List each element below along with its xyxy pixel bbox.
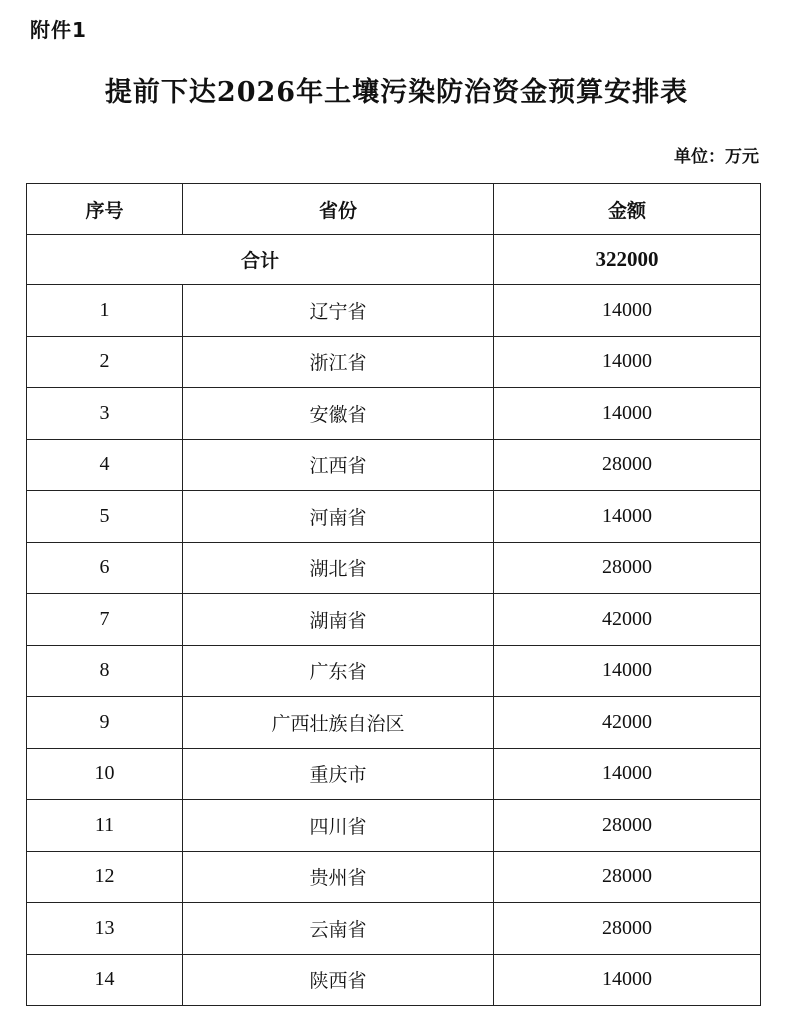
row-province: 辽宁省 [183,285,494,337]
row-province: 湖南省 [183,594,494,646]
row-amount: 28000 [494,851,761,903]
row-province: 浙江省 [183,336,494,388]
row-amount: 28000 [494,542,761,594]
row-index: 4 [27,439,183,491]
table-row [27,491,761,543]
row-province: 江西省 [183,439,494,491]
row-province: 广东省 [183,645,494,697]
table-body [27,235,761,1006]
row-index: 13 [27,903,183,955]
unit-label: 单位：万元 [674,147,759,167]
table-row [27,439,761,491]
table-row [27,851,761,903]
table-row [27,748,761,800]
row-index: 6 [27,542,183,594]
table-header-row [27,184,761,235]
row-amount: 42000 [494,697,761,749]
table-row [27,954,761,1006]
table-row [27,388,761,440]
attachment-label: 附件1 [30,18,87,42]
table-row [27,697,761,749]
row-province: 重庆市 [183,748,494,800]
row-amount: 28000 [494,903,761,955]
table-row [27,594,761,646]
row-index: 12 [27,851,183,903]
total-row [27,235,761,285]
table-row [27,285,761,337]
row-amount: 42000 [494,594,761,646]
row-index: 5 [27,491,183,543]
row-province: 广西壮族自治区 [183,697,494,749]
row-amount: 14000 [494,285,761,337]
row-amount: 14000 [494,645,761,697]
row-index: 7 [27,594,183,646]
row-province: 陕西省 [183,954,494,1006]
row-province: 安徽省 [183,388,494,440]
row-amount: 14000 [494,336,761,388]
table-row [27,800,761,852]
row-province: 云南省 [183,903,494,955]
row-index: 1 [27,285,183,337]
total-amount: 322000 [494,235,761,285]
header-index: 序号 [27,184,183,235]
row-province: 湖北省 [183,542,494,594]
total-label: 合计 [27,235,494,285]
table-row [27,542,761,594]
header-amount: 金额 [494,184,761,235]
table-row [27,903,761,955]
table-row [27,645,761,697]
row-province: 四川省 [183,800,494,852]
row-index: 11 [27,800,183,852]
document-title: 提前下达2026年土壤污染防治资金预算安排表 [104,77,689,108]
row-index: 3 [27,388,183,440]
row-amount: 14000 [494,954,761,1006]
row-amount: 14000 [494,388,761,440]
row-index: 14 [27,954,183,1006]
row-amount: 28000 [494,439,761,491]
budget-table [26,183,761,1006]
table-row [27,336,761,388]
row-province: 贵州省 [183,851,494,903]
row-amount: 14000 [494,491,761,543]
row-amount: 28000 [494,800,761,852]
header-province: 省份 [183,184,494,235]
row-index: 9 [27,697,183,749]
row-index: 2 [27,336,183,388]
row-index: 8 [27,645,183,697]
row-province: 河南省 [183,491,494,543]
row-amount: 14000 [494,748,761,800]
row-index: 10 [27,748,183,800]
